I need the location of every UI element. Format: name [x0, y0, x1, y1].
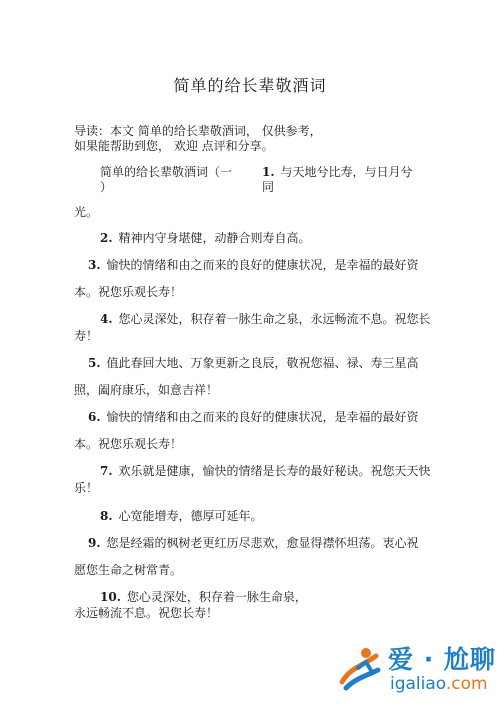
item-text-continued: 乐！: [74, 481, 99, 495]
watermark-url-suffix: .com: [445, 674, 488, 694]
item-text-continued: 永远畅流不息。祝您长寿！: [74, 606, 219, 620]
running-figure-icon: [336, 644, 384, 692]
item-number: 3.: [88, 258, 101, 272]
item-number: 8.: [100, 509, 113, 523]
item-text-continued: 愿您生命之树常青。: [74, 563, 183, 577]
item-text-continued: 照，阖府康乐，如意吉祥！: [74, 383, 219, 397]
list-item: [88, 409, 419, 425]
list-item: [88, 355, 419, 371]
item-text: 值此春回大地、万象更新之良辰，敬祝您福、禄、寿三星高: [106, 356, 419, 370]
section-heading-line-2: ）: [100, 180, 113, 194]
section-heading-line-1: 简单的给长辈敬酒词（一: [100, 165, 233, 179]
site-watermark: [336, 640, 496, 698]
list-item: [100, 508, 263, 524]
item-text: 您心灵深处，积存着一脉生命泉，: [126, 590, 307, 604]
list-item: [262, 164, 413, 180]
watermark-url-prefix: igaliao: [390, 674, 446, 694]
item-text-continued: 寿！: [74, 329, 99, 343]
list-item: [100, 589, 307, 605]
item-number: 2.: [100, 231, 113, 245]
item-text-continued: 本。祝您乐观长寿！: [74, 437, 183, 451]
page-title: 简单的给长辈敬酒词: [173, 76, 327, 95]
watermark-name: 爱 · 尬聊: [388, 645, 496, 674]
item-text: 精神内守身堪健，动静合则寿自高。: [118, 231, 311, 245]
intro-line-1: 导读：本文 简单的给长辈敬酒词， 仅供参考，: [74, 124, 322, 138]
item-text: 您是经霜的枫树老更红历尽悲欢，愈显得襟怀坦荡。衷心祝: [106, 536, 419, 550]
intro-line-2: 如果能帮助到您， 欢迎 点评和分享。: [74, 139, 274, 153]
item-text: 您心灵深处，积存着一脉生命之泉，永远畅流不息。祝您长: [118, 312, 431, 326]
item-text: 愉快的情绪和由之而来的良好的健康状况，是幸福的最好资: [106, 258, 419, 272]
list-item: [100, 463, 431, 479]
item-text: 与天地兮比寿，与日月兮: [280, 165, 413, 179]
item-text-continued: 光。: [74, 205, 99, 219]
item-number: 4.: [100, 312, 113, 326]
list-item: [100, 311, 431, 327]
item-text-continued: 同: [262, 180, 275, 194]
item-text: 心宽能增寿，德厚可延年。: [118, 509, 263, 523]
list-item: [88, 535, 419, 551]
item-text: 愉快的情绪和由之而来的良好的健康状况，是幸福的最好资: [106, 410, 419, 424]
item-text-continued: 本。祝您乐观长寿！: [74, 285, 183, 299]
item-number: 7.: [100, 464, 113, 478]
watermark-url: [390, 674, 488, 694]
item-number: 9.: [88, 536, 101, 550]
list-item: [100, 230, 311, 246]
item-number: 5.: [88, 356, 101, 370]
item-text: 欢乐就是健康，愉快的情绪是长寿的最好秘诀。祝您天天快: [118, 464, 431, 478]
list-item: [88, 257, 419, 273]
item-number: 10.: [100, 590, 121, 604]
item-number: 6.: [88, 410, 101, 424]
item-number: 1.: [262, 165, 275, 179]
